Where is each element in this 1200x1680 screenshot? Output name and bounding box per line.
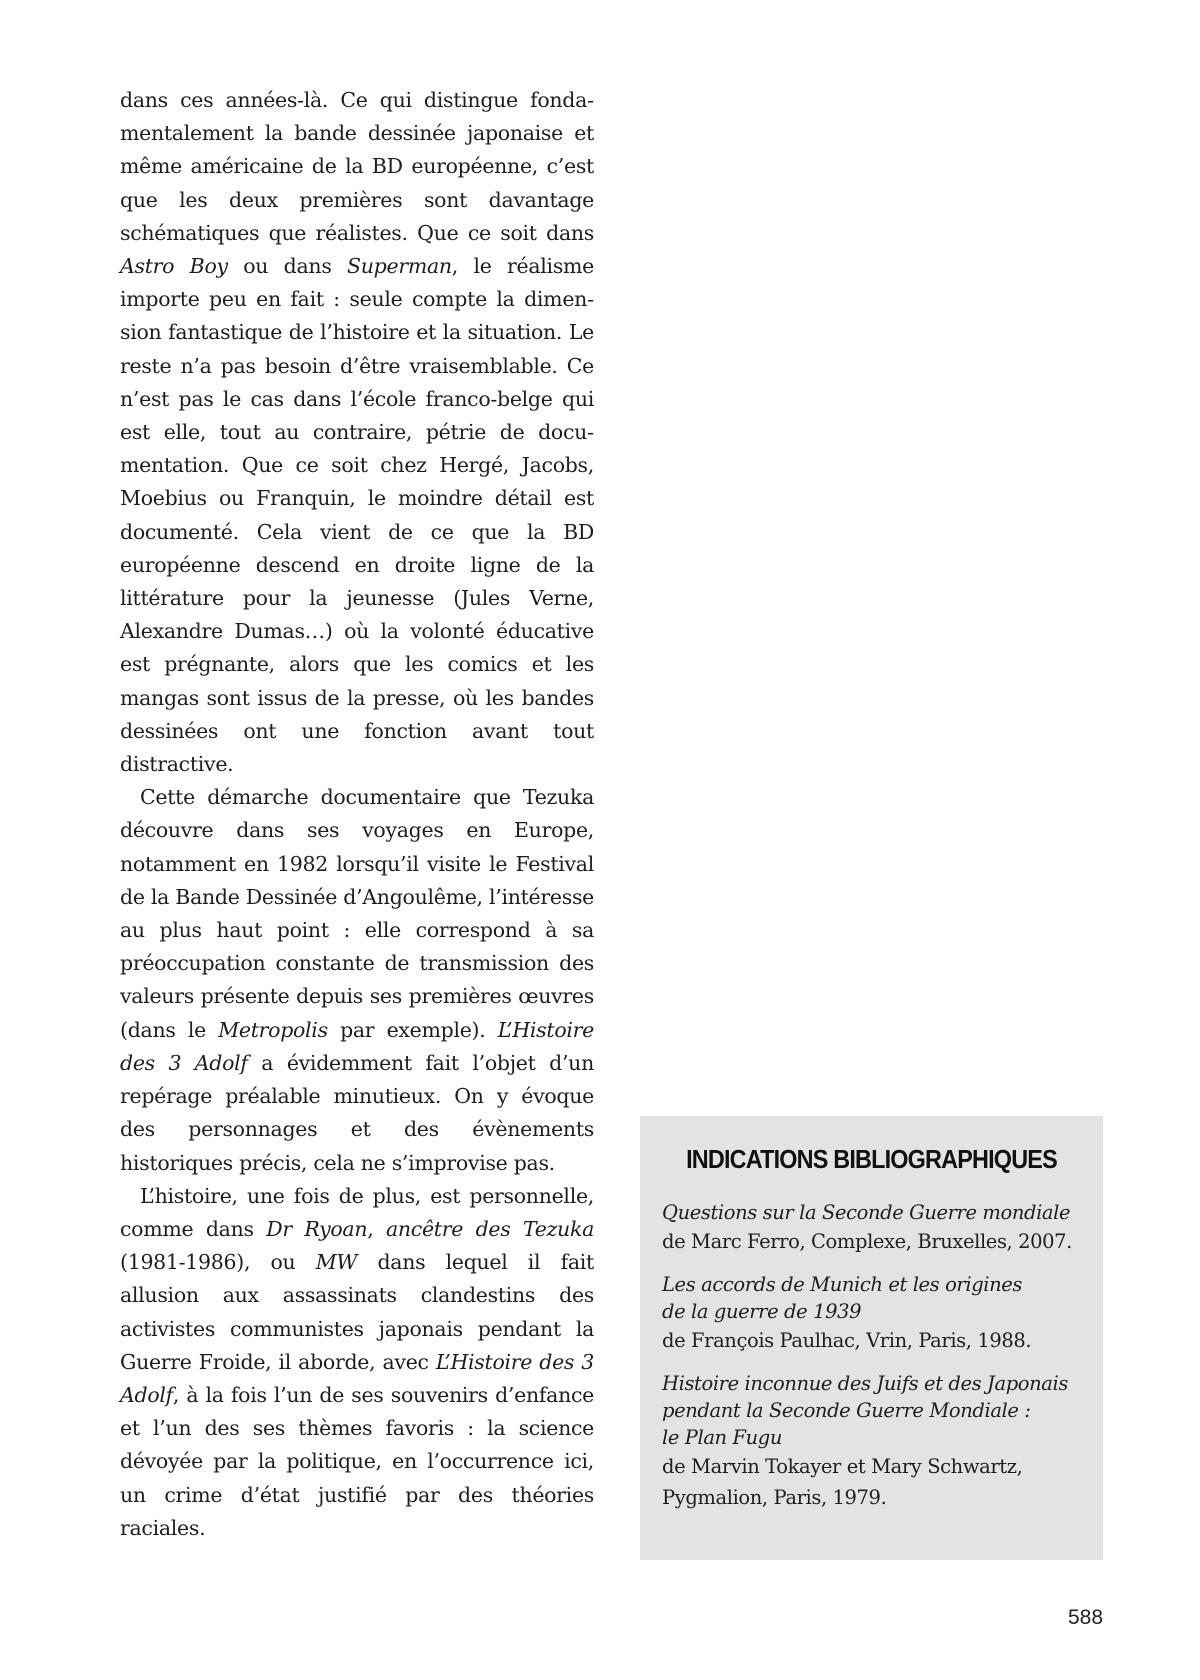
body-text: ou dans xyxy=(227,254,348,279)
bibliography-entry xyxy=(662,1370,1081,1513)
italic-title-text: L’Histoire des 3 Adolf xyxy=(120,1017,594,1075)
entry-title: Histoire inconnue des Juifs et des Japonais pendant la Seconde Guerre Mondiale : le Plan Fugu xyxy=(662,1372,1068,1449)
bibliography-entry xyxy=(662,1271,1081,1356)
italic-title-text: MW xyxy=(315,1250,358,1275)
italic-title-text: Metropolis xyxy=(218,1017,328,1042)
body-text: dans ces années-là. Ce qui distingue fondamentalement la bande dessinée japonaise et même américaine de la BD européenne, c’est que les deux premières sont davantage schématiques que réalistes. Que ce soit dans xyxy=(120,88,594,245)
body-text: a évidemment fait l’objet d’un repérage préalable minutieux. On y évoque des personnages et des évènements historiques précis, cela ne s’improvise pas. xyxy=(120,1050,594,1175)
body-text: L’histoire, une fois de plus, est personnelle, comme dans xyxy=(120,1183,594,1241)
bibliography-box xyxy=(640,1116,1103,1560)
italic-title-text: Dr Ryoan xyxy=(266,1216,368,1241)
body-text: , à la fois l’un de ses souvenirs d’enfance et l’un des ses thèmes favoris : la science dévoyée par la politique, en l’occurrence ici, un crime d’état justifié par des théories raciales. xyxy=(120,1382,594,1540)
italic-title-text: Superman xyxy=(347,254,452,279)
body-text: Cette démarche documentaire que Tezuka découvre dans ses voyages en Europe, notamment en 1982 lorsqu’il visite le Festival de la Bande Dessinée d’Angoulême, l’intéresse au plus haut point : elle correspond à sa préoccupation constante de transmission des valeurs présente depuis ses premières œuvres (dans le xyxy=(120,785,594,1042)
bibliography-entry xyxy=(662,1199,1081,1257)
main-text-column xyxy=(120,84,594,1545)
italic-title-text: Astro Boy xyxy=(120,254,228,279)
body-text: (1981-1986), ou xyxy=(120,1250,316,1275)
page-number: 588 xyxy=(1068,1606,1104,1629)
italic-title-text: L’Histoire des 3 Adolf xyxy=(120,1349,595,1407)
body-text: , xyxy=(367,1216,386,1241)
entry-title: Les accords de Munich et les origines de la guerre de 1939 xyxy=(662,1273,1023,1323)
body-text: par exemple). xyxy=(327,1017,498,1042)
bibliography-heading: INDICATIONS BIBLIOGRAPHIQUES xyxy=(686,1144,1057,1174)
paragraph-3 xyxy=(120,1180,594,1545)
entry-title: Questions sur la Seconde Guerre mondiale xyxy=(662,1201,1071,1224)
entry-publication: de Marvin Tokayer et Mary Schwartz, Pygmalion, Paris, 1979. xyxy=(662,1455,1023,1509)
entry-publication: de Marc Ferro, Complexe, Bruxelles, 2007. xyxy=(662,1230,1072,1253)
body-text: dans lequel il fait allusion aux assassinats clandestins des activistes communistes japonais pendant la Guerre Froide, il aborde, avec xyxy=(120,1250,594,1374)
italic-title-text: ancêtre des Tezuka xyxy=(385,1216,594,1241)
body-text: , le réalisme importe peu en fait : seule compte la dimension fantastique de l’histoire et la situation. Le reste n’a pas besoin d’être vraisemblable. Ce n’est pas le cas dans l’école franco-belge qui est elle, tout au contraire, pétrie de documentation. Que ce soit chez Hergé, Jacobs, Moebius ou Franquin, le moindre détail est documenté. Cela vient de ce que la BD européenne descend en droite ligne de la littérature pour la jeunesse (Jules Verne, Alexandre Dumas…) où la volonté éducative est prégnante, alors que les comics et les mangas sont issus de la presse, où les bandes dessinées ont une fonction avant tout distractive. xyxy=(120,254,595,777)
entry-publication: de François Paulhac, Vrin, Paris, 1988. xyxy=(662,1329,1032,1352)
paragraph-1 xyxy=(120,84,594,781)
paragraph-2 xyxy=(120,781,594,1179)
